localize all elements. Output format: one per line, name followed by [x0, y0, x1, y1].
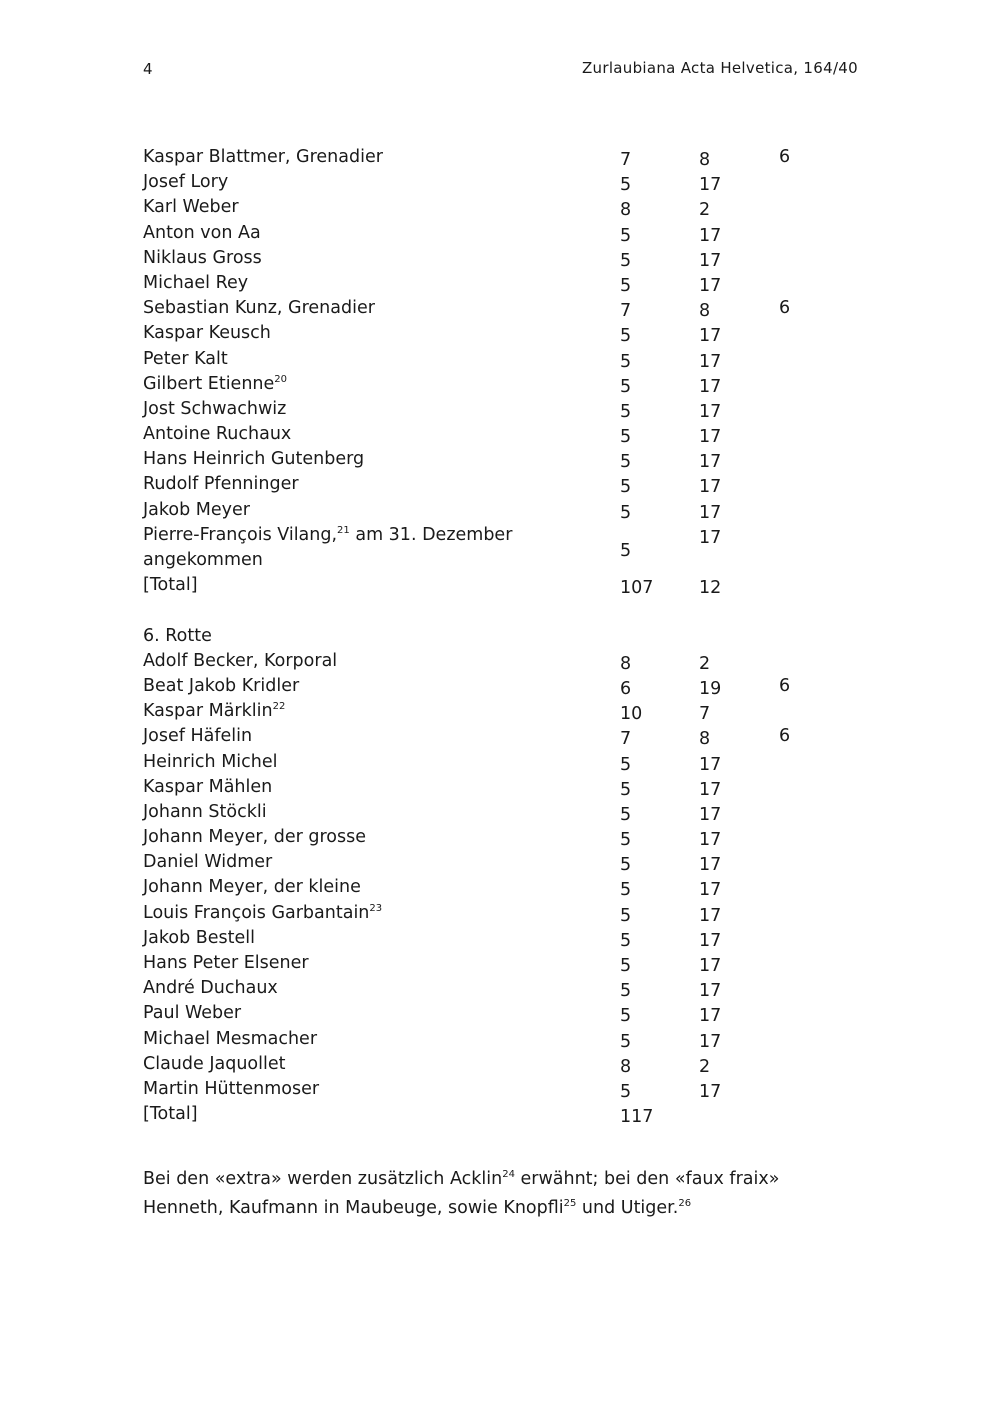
table-row	[143, 271, 863, 296]
value-c1: 5	[620, 905, 632, 926]
row-name-text: Jakob Bestell	[143, 927, 256, 948]
row-name	[143, 296, 375, 321]
value-c1: 7	[620, 301, 632, 322]
value-c2: 17	[699, 754, 722, 775]
table-row	[143, 800, 863, 825]
row-name	[143, 951, 309, 976]
row-name-text: Hans Heinrich Gutenberg	[143, 449, 365, 470]
row-name-text: Claude Jaquollet	[143, 1053, 286, 1074]
row-name-text: Louis François Garbantain	[143, 902, 370, 923]
value-c2: 17	[699, 502, 722, 523]
row-name	[143, 649, 337, 674]
table-row	[143, 195, 863, 220]
table-row	[143, 901, 863, 926]
table-row	[143, 447, 863, 472]
value-c1: 10	[620, 704, 643, 725]
row-name-text: Pierre-François Vilang,	[143, 524, 338, 545]
value-c1: 5	[620, 351, 632, 372]
value-c1: 5	[620, 225, 632, 246]
row-name-text: Johann Stöckli	[143, 801, 267, 822]
table-row	[143, 750, 863, 775]
value-c1: 5	[620, 427, 632, 448]
row-name	[143, 523, 543, 573]
row-name	[143, 775, 272, 800]
row-name	[143, 321, 271, 346]
value-c1: 107	[620, 578, 654, 599]
table-row	[143, 674, 863, 699]
value-c1: 117	[620, 1107, 654, 1128]
row-name	[143, 1001, 241, 1026]
table-row	[143, 875, 863, 900]
note-text-1: Bei den «extra» werden zusätzlich Acklin	[143, 1169, 503, 1189]
value-c2: 2	[699, 1056, 711, 1077]
value-c1: 5	[620, 452, 632, 473]
table-row	[143, 1027, 863, 1052]
table-row	[143, 699, 863, 724]
value-c2: 17	[699, 477, 722, 498]
value-c1: 5	[620, 956, 632, 977]
table-row	[143, 422, 863, 447]
row-name-text: Beat Jakob Kridler	[143, 675, 300, 696]
table-row	[143, 498, 863, 523]
value-c1: 8	[620, 1056, 632, 1077]
row-name	[143, 1077, 319, 1102]
value-c1: 5	[620, 830, 632, 851]
row-name-text: Josef Häfelin	[143, 726, 253, 747]
table-row	[143, 825, 863, 850]
row-name-text: [Total]	[143, 575, 198, 596]
table-row	[143, 1001, 863, 1026]
row-name-text: Johann Meyer, der kleine	[143, 877, 361, 898]
row-name-text: Hans Peter Elsener	[143, 953, 309, 974]
footnote-ref: 26	[678, 1198, 692, 1209]
value-c3: 6	[779, 675, 791, 696]
table-row	[143, 296, 863, 321]
row-name-text: [Total]	[143, 1104, 198, 1125]
row-name	[143, 901, 382, 926]
value-c3: 6	[779, 726, 791, 747]
value-c2: 17	[699, 930, 722, 951]
value-c2: 17	[699, 351, 722, 372]
value-c2: 12	[699, 578, 722, 599]
value-c1: 5	[620, 326, 632, 347]
value-c2: 17	[699, 981, 722, 1002]
value-c1: 5	[620, 401, 632, 422]
row-name-text: Adolf Becker, Korporal	[143, 650, 338, 671]
value-c3: 6	[779, 147, 791, 167]
value-c2: 17	[699, 326, 722, 347]
row-name	[143, 624, 212, 649]
running-title: Zurlaubiana Acta Helvetica, 164/40	[581, 59, 858, 77]
row-name-text: Josef Lory	[143, 172, 229, 193]
value-c2: 17	[699, 1081, 722, 1102]
footnote-ref: 23	[369, 902, 383, 914]
value-c1: 5	[620, 880, 632, 901]
value-c1: 5	[620, 779, 632, 800]
value-c2: 17	[699, 376, 722, 397]
row-name	[143, 498, 250, 523]
row-name	[143, 1102, 198, 1127]
value-c1: 5	[620, 804, 632, 825]
row-name-text: Rudolf Pfenninger	[143, 474, 299, 495]
value-c1: 5	[620, 930, 632, 951]
value-c2: 17	[699, 830, 722, 851]
row-name-text: Anton von Aa	[143, 222, 261, 243]
row-name	[143, 875, 361, 900]
row-name-text: Niklaus Gross	[143, 247, 262, 268]
row-name	[143, 1027, 317, 1052]
value-c2: 8	[699, 150, 711, 170]
value-c2: 2	[699, 653, 711, 674]
table-row	[143, 926, 863, 951]
table-row	[143, 850, 863, 875]
value-c1: 5	[620, 981, 632, 1002]
table-row	[143, 523, 863, 573]
value-c2: 8	[699, 729, 711, 750]
row-name-text: Kaspar Mählen	[143, 776, 273, 797]
table-row	[143, 775, 863, 800]
table-row	[143, 573, 863, 598]
row-name	[143, 422, 291, 447]
row-name	[143, 472, 299, 497]
table-row	[143, 145, 863, 170]
row-name-text: Johann Meyer, der grosse	[143, 827, 366, 848]
table-row	[143, 649, 863, 674]
value-c2: 17	[699, 401, 722, 422]
row-name-text: Daniel Widmer	[143, 852, 273, 873]
value-c2: 17	[699, 855, 722, 876]
value-c2: 17	[699, 527, 722, 548]
table-row	[143, 472, 863, 497]
value-c1: 5	[620, 250, 632, 271]
table-row	[143, 372, 863, 397]
value-c1: 5	[620, 540, 632, 561]
row-name	[143, 347, 228, 372]
row-name-text: Paul Weber	[143, 1003, 242, 1024]
row-name-text: Michael Mesmacher	[143, 1028, 318, 1049]
value-c1: 5	[620, 502, 632, 523]
note-text-3: und Utiger.	[576, 1198, 679, 1218]
row-name-text: Michael Rey	[143, 272, 249, 293]
value-c2: 17	[699, 956, 722, 977]
value-c1: 5	[620, 754, 632, 775]
value-c1: 5	[620, 1006, 632, 1027]
row-name	[143, 825, 366, 850]
value-c2: 17	[699, 225, 722, 246]
row-spacer	[143, 598, 863, 623]
row-name-text: André Duchaux	[143, 978, 278, 999]
row-name	[143, 447, 364, 472]
value-c1: 5	[620, 376, 632, 397]
row-name-text: 6. Rotte	[143, 625, 212, 646]
value-c2: 17	[699, 880, 722, 901]
row-name	[143, 1052, 285, 1077]
value-c2: 17	[699, 275, 722, 296]
row-name	[143, 170, 228, 195]
row-name-continuation: am 31. Dezember angekommen	[143, 524, 513, 571]
row-name	[143, 800, 267, 825]
row-name-text: Martin Hüttenmoser	[143, 1078, 320, 1099]
value-c2: 19	[699, 678, 722, 699]
row-name	[143, 926, 255, 951]
table-row	[143, 397, 863, 422]
value-c2: 17	[699, 175, 722, 196]
value-c1: 5	[620, 477, 632, 498]
note-text-2: erwähnt; bei den «faux fraix» Henneth, Kaufmann in Maubeuge, sowie Knopfli	[143, 1169, 780, 1218]
table-row	[143, 221, 863, 246]
row-name	[143, 195, 239, 220]
row-name	[143, 246, 262, 271]
table-row	[143, 951, 863, 976]
value-c2: 17	[699, 779, 722, 800]
value-c2: 17	[699, 1031, 722, 1052]
value-c2: 2	[699, 200, 711, 221]
row-name	[143, 850, 272, 875]
row-name	[143, 699, 285, 724]
row-name-text: Heinrich Michel	[143, 751, 278, 772]
table-row	[143, 170, 863, 195]
row-name-text: Kaspar Märklin	[143, 701, 273, 722]
row-name	[143, 573, 198, 598]
value-c1: 5	[620, 1081, 632, 1102]
table-row	[143, 1077, 863, 1102]
table-row	[143, 1052, 863, 1077]
roster-table	[143, 145, 863, 1127]
value-c1: 5	[620, 175, 632, 196]
footnote-ref: 21	[337, 524, 350, 536]
table-row	[143, 246, 863, 271]
row-name-text: Jost Schwachwiz	[143, 398, 287, 419]
row-name-text: Kaspar Blattmer, Grenadier	[143, 147, 383, 167]
table-row	[143, 1102, 863, 1127]
row-name	[143, 724, 252, 749]
row-name-text: Antoine Ruchaux	[143, 424, 292, 445]
row-name-text: Kaspar Keusch	[143, 323, 271, 344]
table-row	[143, 624, 863, 649]
row-name-text: Jakob Meyer	[143, 499, 250, 520]
value-c1: 8	[620, 200, 632, 221]
row-name	[143, 976, 278, 1001]
value-c1: 6	[620, 678, 632, 699]
row-name	[143, 271, 248, 296]
row-name-text: Peter Kalt	[143, 348, 228, 369]
row-name	[143, 397, 286, 422]
value-c1: 5	[620, 1031, 632, 1052]
value-c2: 17	[699, 804, 722, 825]
value-c2: 17	[699, 250, 722, 271]
table-row	[143, 724, 863, 749]
value-c1: 5	[620, 275, 632, 296]
table-row	[143, 321, 863, 346]
row-name	[143, 750, 278, 775]
value-c2: 17	[699, 427, 722, 448]
value-c1: 8	[620, 653, 632, 674]
table-row	[143, 976, 863, 1001]
table-row	[143, 347, 863, 372]
footnote-paragraph	[143, 1165, 843, 1223]
row-name-text: Gilbert Etienne	[143, 373, 275, 394]
row-name-text: Sebastian Kunz, Grenadier	[143, 298, 375, 319]
value-c1: 5	[620, 855, 632, 876]
row-name	[143, 674, 299, 699]
value-c1: 7	[620, 150, 632, 170]
footnote-ref: 22	[272, 701, 286, 713]
row-name	[143, 145, 383, 170]
footnote-ref: 24	[502, 1169, 515, 1180]
value-c2: 17	[699, 452, 722, 473]
value-c3: 6	[779, 298, 791, 319]
row-name	[143, 221, 261, 246]
value-c2: 8	[699, 301, 711, 322]
row-name-text: Karl Weber	[143, 197, 239, 218]
value-c2: 7	[699, 704, 711, 725]
footnote-ref: 25	[563, 1198, 577, 1209]
value-c2: 17	[699, 905, 722, 926]
page-number: 4	[143, 60, 153, 78]
footnote-ref: 20	[274, 373, 288, 385]
value-c1: 7	[620, 729, 632, 750]
value-c2: 17	[699, 1006, 722, 1027]
row-name	[143, 372, 287, 397]
